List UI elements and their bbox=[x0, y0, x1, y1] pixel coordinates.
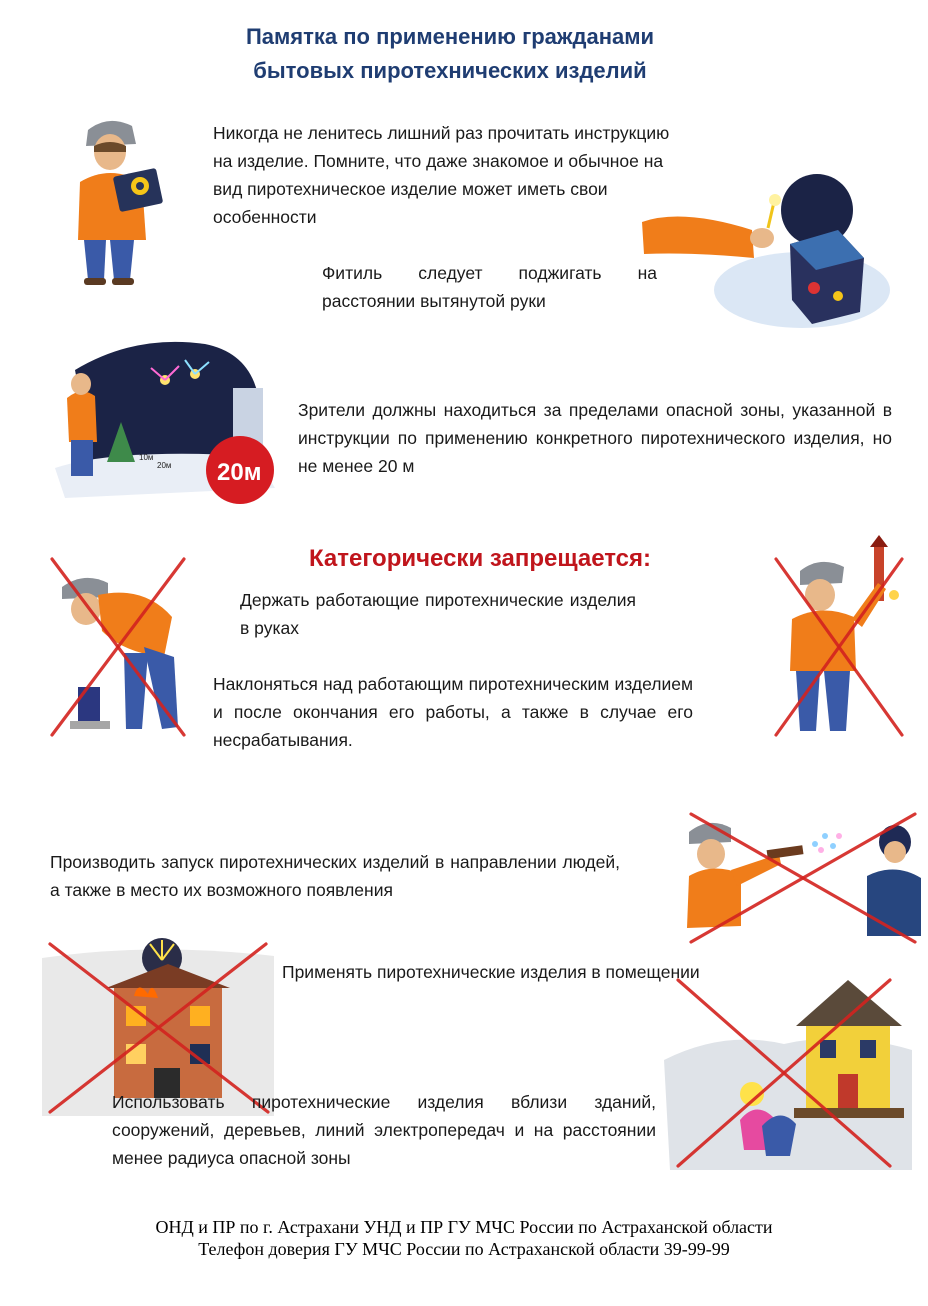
man-holding-rocket-icon bbox=[770, 545, 915, 740]
title-line-1: Памятка по применению гражданами bbox=[245, 24, 655, 49]
prohibited-heading: Категорически запрещается: bbox=[308, 545, 652, 572]
man-leaning-over-firework-icon bbox=[44, 557, 189, 740]
footer bbox=[40, 1216, 888, 1260]
footer-line-2: Телефон доверия ГУ МЧС России по Астраханской области 39-99-99 bbox=[198, 1239, 730, 1259]
prohibited-item-2: Наклоняться над работающим пиротехническим изделием и после окончания его работы, а также в случае его несрабатывания. bbox=[213, 674, 693, 750]
distance-mark-20: 20м bbox=[157, 461, 172, 470]
man-reading-instructions-icon bbox=[60, 112, 180, 287]
prohibited-item-4: Применять пиротехнические изделия в помещении bbox=[282, 962, 700, 982]
distance-badge: 20м bbox=[217, 459, 262, 486]
tip-spectators: Зрители должны находиться за пределами опасной зоны, указанной в инструкции по применению конкретного пиротехнического изделия, но не менее 20 м bbox=[298, 400, 892, 476]
page-title bbox=[150, 20, 750, 88]
spectators-distance-icon bbox=[55, 338, 280, 508]
distance-mark-10: 10м bbox=[139, 453, 154, 462]
prohibited-item-5: Использовать пиротехнические изделия вблизи зданий, сооружений, деревьев, линий электропередач и на расстоянии менее радиуса опасной зоны bbox=[112, 1092, 656, 1168]
tip-fuse: Фитиль следует поджигать на расстоянии вытянутой руки bbox=[322, 263, 657, 311]
prohibited-item-3: Производить запуск пиротехнических изделий в направлении людей, а также в место их возможного появления bbox=[50, 852, 620, 900]
man-aiming-at-person-icon bbox=[683, 806, 923, 948]
title-line-2: бытовых пиротехнических изделий bbox=[253, 58, 647, 83]
footer-line-1: ОНД и ПР по г. Астрахани УНД и ПР ГУ МЧС России по Астраханской области bbox=[155, 1217, 773, 1237]
prohibited-item-1: Держать работающие пиротехнические изделия в руках bbox=[240, 590, 636, 638]
tip-instructions: Никогда не ленитесь лишний раз прочитать инструкцию на изделие. Помните, что даже знакомое и обычное на вид пиротехническое изделие может иметь свои особенности bbox=[213, 123, 670, 227]
fireworks-near-house-icon bbox=[664, 970, 914, 1175]
arm-lighting-fuse-icon bbox=[642, 172, 892, 332]
